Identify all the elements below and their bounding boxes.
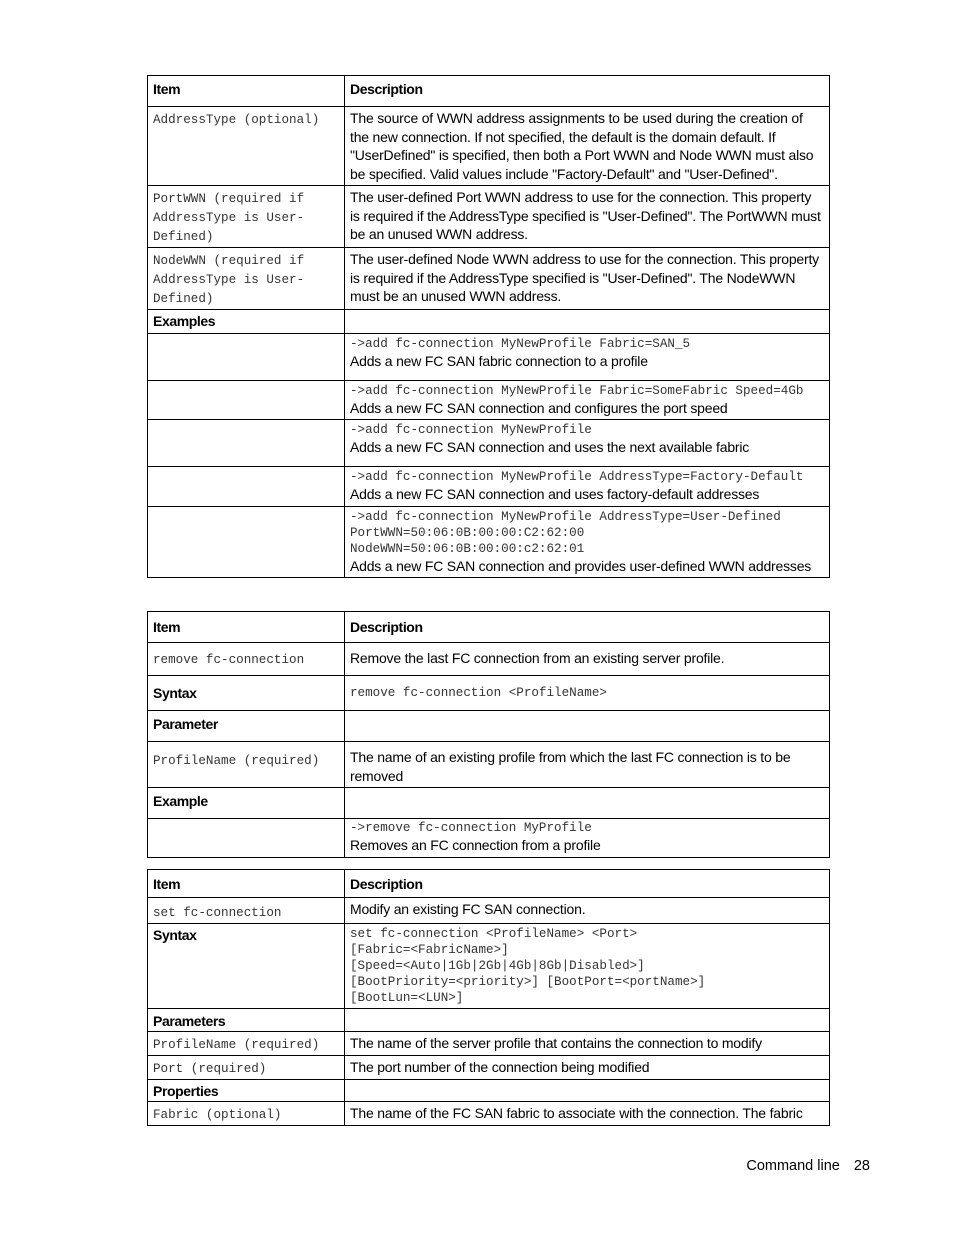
command-row [148,643,830,676]
properties-label: Properties [148,1080,345,1102]
property-description: The source of WWN address assignments to be used during the creation of the new connection. If not specified, the default is the domain default. If "UserDefined" is specified, then both a Port WWN and Node WWN must also be specified. Valid values include "Factory-Default" and "User-Defined". [345,107,830,186]
header-item: Item [148,76,345,107]
syntax-text: remove fc-connection <ProfileName> [350,686,607,700]
syntax-row [148,924,830,1009]
remove-fc-connection-table [147,611,830,858]
header-description: Description [345,612,830,643]
parameter-name: ProfileName (required) [153,1038,320,1052]
section-row-properties [148,1080,830,1102]
example-description: Adds a new FC SAN fabric connection to a profile [350,352,648,369]
example-description: Adds a new FC SAN connection and uses factory-default addresses [350,486,760,502]
example-description: Removes an FC connection from a profile [350,837,601,853]
page-footer [746,1158,870,1174]
parameter-label: Parameter [148,711,345,742]
parameter-description: The port number of the connection being modified [345,1056,830,1080]
example-row [148,506,830,578]
parameters-label: Parameters [148,1009,345,1032]
example-command: ->add fc-connection MyNewProfile Fabric=SAN_5 [350,336,691,351]
command-name: set fc-connection [153,906,282,920]
parameter-row [148,742,830,788]
property-name: AddressType (optional) [153,113,320,127]
parameter-description: The name of the server profile that contains the connection to modify [345,1032,830,1056]
command-description: Modify an existing FC SAN connection. [345,898,830,924]
command-name: remove fc-connection [153,653,305,667]
parameter-row [148,1056,830,1080]
example-label: Example [148,788,345,819]
property-name: PortWWN (required if AddressType is User-Defined) [153,192,312,244]
example-command: ->add fc-connection MyNewProfile Fabric=SomeFabric Speed=4Gb [350,383,804,398]
header-item: Item [148,612,345,643]
property-description: The user-defined Node WWN address to use for the connection. This property is required if the AddressType specified is "User-Defined". The NodeWWN must be an unused WWN address. [345,248,830,310]
table-row [148,186,830,248]
section-row-parameter [148,711,830,742]
example-row [148,380,830,420]
section-row-parameters [148,1009,830,1032]
example-command: ->add fc-connection MyNewProfile AddressType=Factory-Default [350,470,804,484]
table-row [148,107,830,186]
section-row-example [148,788,830,819]
command-description: Remove the last FC connection from an existing server profile. [345,643,830,676]
example-row [148,819,830,858]
example-description: Adds a new FC SAN connection and uses the next available fabric [350,439,750,455]
property-description: The name of the FC SAN fabric to associate with the connection. The fabric [345,1102,830,1126]
header-description: Description [345,870,830,898]
parameter-name: ProfileName (required) [153,754,320,768]
command-row [148,898,830,924]
fc-connection-properties-table [147,75,830,578]
table-header-row [148,612,830,643]
section-row-examples [148,310,830,334]
syntax-text: set fc-connection <ProfileName> <Port> [Fabric=<FabricName>] [Speed=<Auto|1Gb|2Gb|4Gb|8Gb|Disabled>] [BootPriority=<priority>] [BootPort=<portName>] [BootLun=<LUN>] [350,927,706,1005]
example-command: ->add fc-connection MyNewProfile [350,423,592,437]
syntax-label: Syntax [148,676,345,711]
parameter-name: Port (required) [153,1062,267,1076]
header-item: Item [148,870,345,898]
property-name: Fabric (optional) [153,1108,282,1122]
header-description: Description [345,76,830,107]
examples-label: Examples [148,310,345,334]
example-row [148,420,830,467]
table-header-row [148,76,830,107]
footer-section-title: Command line [746,1158,840,1174]
example-description: Adds a new FC SAN connection and provides user-defined WWN addresses [350,557,812,574]
table-row [148,248,830,310]
syntax-row [148,676,830,711]
page-number: 28 [853,1158,870,1174]
example-description: Adds a new FC SAN connection and configures the port speed [350,399,728,416]
property-name: NodeWWN (required if AddressType is User-Defined) [153,254,312,306]
example-command: ->remove fc-connection MyProfile [350,821,592,835]
property-row [148,1102,830,1126]
example-command: ->add fc-connection MyNewProfile AddressType=User-Defined PortWWN=50:06:0B:00:00:C2:62:00 NodeWWN=50:06:0B:00:00:c2:62:01 [350,509,789,556]
parameter-description: The name of an existing profile from which the last FC connection is to be removed [345,742,830,788]
table-header-row [148,870,830,898]
example-row [148,333,830,380]
example-row [148,467,830,507]
property-description: The user-defined Port WWN address to use for the connection. This property is required if the AddressType specified is "User-Defined". The PortWWN must be an unused WWN address. [345,186,830,248]
parameter-row [148,1032,830,1056]
syntax-label: Syntax [148,924,345,1009]
set-fc-connection-table [147,869,830,1126]
